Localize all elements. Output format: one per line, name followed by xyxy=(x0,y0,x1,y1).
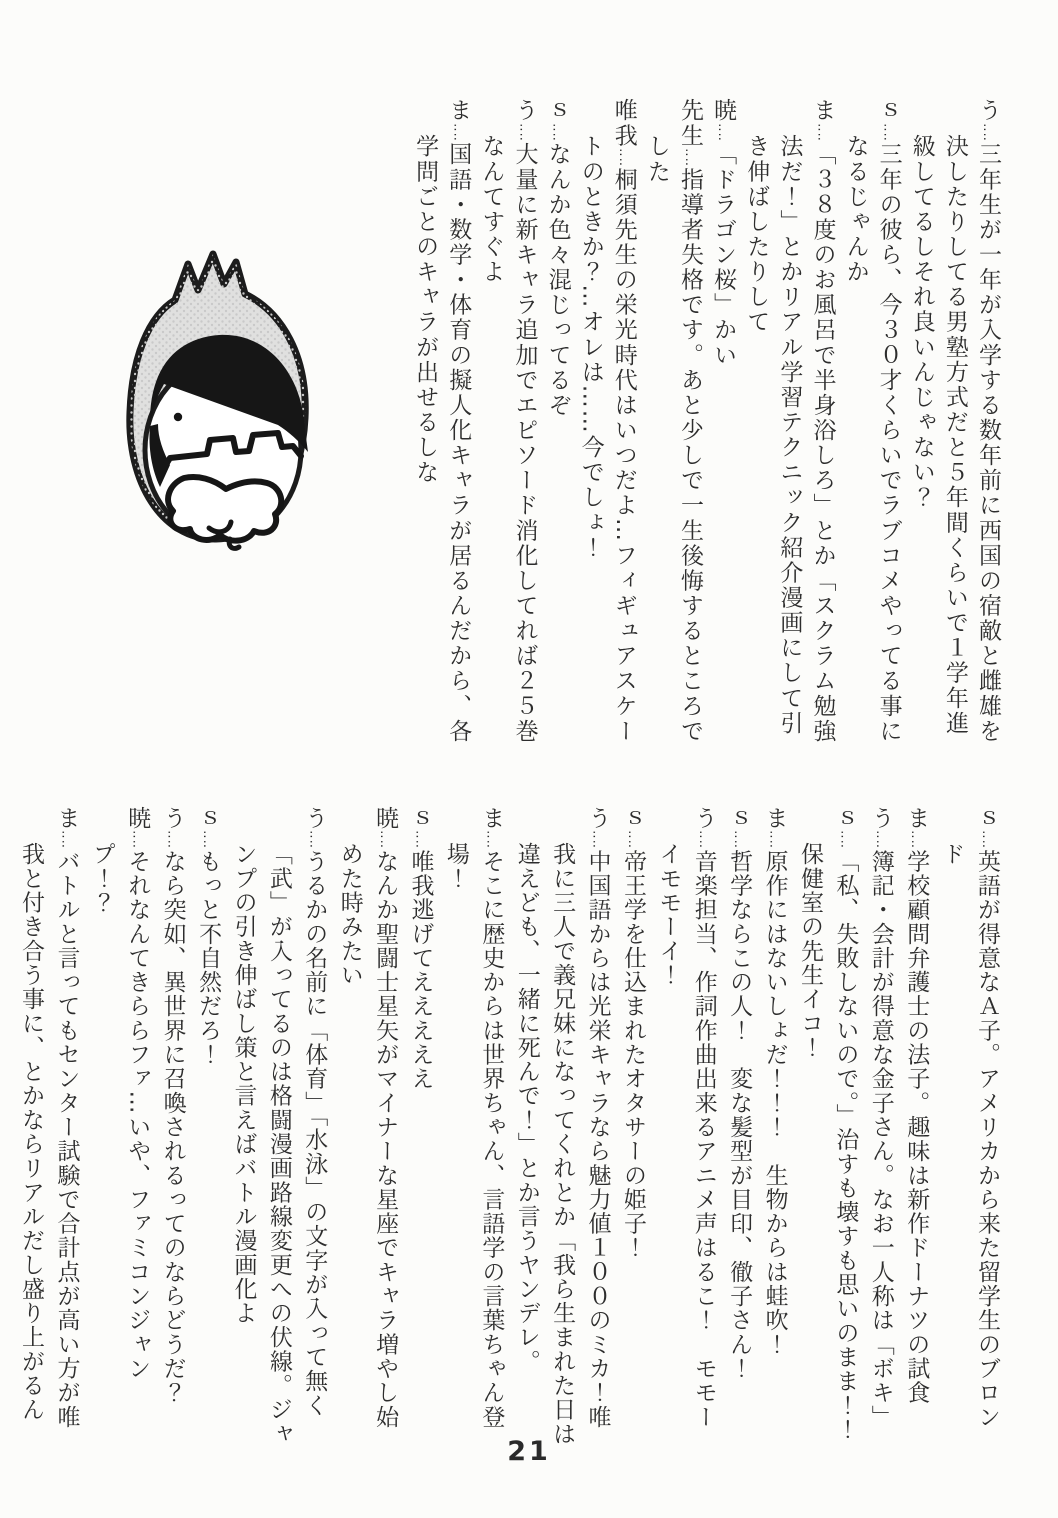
speaker-label: う xyxy=(690,806,717,831)
speaker-separator: ‥‥ xyxy=(881,123,897,142)
dialogue-line xyxy=(540,98,573,758)
speaker-label: 先生 xyxy=(677,98,704,149)
dialogue-text: もっと不自然だろ！ xyxy=(195,849,222,1067)
speaker-separator: ‥‥ xyxy=(550,123,566,142)
dialogue-text: 簿記・会計が得意な金子さん。なお一人称は「ボキ」 xyxy=(867,849,894,1429)
dialogue-line xyxy=(640,98,706,758)
mustache-shape xyxy=(168,477,281,548)
dialogue-line xyxy=(438,806,509,1451)
dialogue-line xyxy=(905,98,1004,758)
speaker-separator: ‥‥ xyxy=(59,830,75,850)
dialogue-line xyxy=(408,98,474,758)
speaker-label: う xyxy=(867,806,894,831)
speaker-label: ｓ xyxy=(619,806,646,831)
speaker-label: 暁 xyxy=(710,98,737,124)
speaker-separator: ‥‥ xyxy=(165,830,181,850)
speaker-separator: ‥‥ xyxy=(838,830,854,850)
dialogue-top-block xyxy=(408,98,1004,758)
dialogue-bottom-block xyxy=(13,806,1004,1451)
dialogue-line xyxy=(154,806,189,1451)
dialogue-text: そこに歴史からは世界ちゃん、言語学の言葉ちゃん登場！ xyxy=(442,842,505,1429)
dialogue-line xyxy=(898,806,933,1451)
speaker-separator: ‥‥ xyxy=(696,830,712,850)
dialogue-text: バトルと言ってもセンター試験で合計点が高い方が唯我と付き合う事に、とかならリアルだし盛り上がるん xyxy=(18,842,80,1429)
speaker-separator: ‥‥ xyxy=(767,830,783,850)
speaker-separator: ‥‥ xyxy=(451,123,467,142)
speaker-separator: ‥‥ xyxy=(716,123,732,142)
dialogue-text: 哲学ならこの人！ 変な髪型が目印、徹子さん！ xyxy=(726,849,753,1381)
dialogue-text: なら突如、異世界に召喚されるってのならどうだ？ xyxy=(159,849,186,1405)
speaker-label: ま xyxy=(445,98,472,124)
dialogue-line xyxy=(83,806,154,1451)
dialogue-text: 唯我逃げてえええええ xyxy=(407,849,434,1091)
dialogue-text: 帝王学を仕込まれたオタサーの姫子！ xyxy=(619,849,646,1260)
dialogue-text: なんか色々混じってるぞ xyxy=(544,141,571,418)
speaker-label: う xyxy=(584,806,611,831)
dialogue-text: うるかの名前に「体育」「水泳」の文字が入って無く「武」が入ってるのは格闘漫画路線変更への伏線。ジャンプの引き伸ばし策と言えばバトル漫画化よ xyxy=(230,842,328,1446)
speaker-separator: ‥‥ xyxy=(980,830,995,850)
speaker-separator: ‥‥ xyxy=(732,830,748,850)
dialogue-line xyxy=(331,806,402,1451)
dialogue-text: 英語が得意なＡ子。アメリカから来た留学生のブロンド xyxy=(938,842,1000,1429)
speaker-label: 暁 xyxy=(372,806,399,831)
dialogue-line xyxy=(13,806,84,1451)
dialogue-line xyxy=(792,806,863,1451)
dialogue-line xyxy=(474,98,540,758)
speaker-label: ま xyxy=(809,98,836,124)
dialogue-text: 国語・数学・体育の擬人化キャラが居るんだから、各学問ごとのキャラが出せるしな xyxy=(412,134,472,744)
speaker-separator: ‥‥ xyxy=(413,830,429,850)
speaker-separator: ‥‥ xyxy=(616,148,632,168)
speaker-label: 唯我 xyxy=(610,98,637,149)
speaker-label: ｓ xyxy=(875,98,902,124)
speaker-separator: ‥‥ xyxy=(909,830,925,850)
speaker-separator: ‥‥ xyxy=(517,123,533,142)
dialogue-text: 指導者失格です。あと少しで一生後悔するところでした xyxy=(643,134,704,744)
speaker-separator: ‥‥ xyxy=(590,830,606,850)
speaker-label: ｓ xyxy=(544,98,571,124)
speaker-label: ま xyxy=(761,806,788,831)
dialogue-line xyxy=(862,806,897,1451)
eye-dot xyxy=(174,413,182,421)
dialogue-text: 大量に新キャラ追加でエピソード消化してれば２５巻なんてすぐよ xyxy=(478,134,538,744)
dialogue-line xyxy=(756,806,791,1451)
dialogue-line xyxy=(225,806,331,1451)
dialogue-text: 「ドラゴン桜」かい xyxy=(710,141,737,368)
dialogue-text: 中国語からは光栄キャラなら魅力値１００のミカ！唯我に三人で義兄妹になってくれとか「我ら生まれた日は違えども、一緒に死んで！」とか言うヤンデレ。 xyxy=(513,842,611,1446)
speaker-label: ま xyxy=(53,806,80,831)
speaker-label: ま xyxy=(903,806,930,831)
speaker-label: ｓ xyxy=(195,806,222,831)
dialogue-line xyxy=(650,806,721,1451)
dialogue-text: 桐須先生の栄光時代はいつだよ…フィギュアスケートのときか？…オレは……今でしょ！ xyxy=(577,134,637,744)
dialogue-text: 三年生が一年が入学する数年前に西国の宿敵と雌雄を決したりしてる男塾方式だと５年間くらいで１学年進級してるしそれ良いんじゃない？ xyxy=(908,134,1001,744)
speaker-separator: ‥‥ xyxy=(981,123,996,142)
speaker-label: う xyxy=(511,98,538,124)
dialogue-line xyxy=(706,98,739,758)
dialogue-line xyxy=(739,98,838,758)
dialogue-text: 「私、失敗しないので。」治すも壊すも思いのまま！！保健室の先生イコ！ xyxy=(796,842,859,1442)
page-number: 21 xyxy=(507,1436,551,1467)
dialogue-text: なんか聖闘士星矢がマイナーな星座でキャラ増やし始めた時みたい xyxy=(336,842,399,1429)
dialogue-line xyxy=(838,98,904,758)
speaker-label: ま xyxy=(478,806,505,831)
dialogue-line xyxy=(933,806,1004,1451)
speaker-separator: ‥‥ xyxy=(873,830,889,850)
dialogue-text: 三年の彼ら、今３０才くらいでラブコメやってる事になるじゃんか xyxy=(842,134,902,744)
dialogue-text: 原作にはないしょだ！！！ 生物からは蛙吹！ xyxy=(761,849,788,1357)
speaker-label: 暁 xyxy=(124,806,151,831)
speaker-separator: ‥‥ xyxy=(307,830,323,850)
dialogue-line xyxy=(615,806,650,1451)
speaker-separator: ‥‥ xyxy=(484,830,500,850)
speaker-label: う xyxy=(159,806,186,831)
speaker-label: ｓ xyxy=(832,806,859,831)
speaker-label: う xyxy=(975,98,1001,124)
speaker-label: ｓ xyxy=(726,806,753,831)
dialogue-line xyxy=(190,806,225,1451)
speaker-separator: ‥‥ xyxy=(378,830,394,850)
speaker-separator: ‥‥ xyxy=(815,123,831,142)
speaker-separator: ‥‥ xyxy=(625,830,641,850)
speaker-label: う xyxy=(301,806,328,831)
dialogue-line xyxy=(402,806,437,1451)
speaker-separator: ‥‥ xyxy=(683,148,699,168)
speaker-separator: ‥‥ xyxy=(201,830,217,850)
dialogue-line xyxy=(721,806,756,1451)
dialogue-line xyxy=(508,806,614,1451)
speaker-separator: ‥‥ xyxy=(130,830,146,850)
speaker-label: ｓ xyxy=(974,806,1000,831)
dialogue-text: 学校顧問弁護士の法子。趣味は新作ドーナツの試食 xyxy=(903,849,930,1405)
dialogue-line xyxy=(574,98,640,758)
dialogue-text: 音楽担当、作詞作曲出来るアニメ声はるこ！ モモーイモモーイ！ xyxy=(655,842,717,1429)
mascot-face-illustration xyxy=(112,246,326,558)
speaker-label: ｓ xyxy=(407,806,434,831)
dialogue-text: それなんてきららファ…いや、ファミコンジャンプ！？ xyxy=(88,842,151,1381)
dialogue-text: 「３８度のお風呂で半身浴しろ」とか「スクラム勉強法だ！」とかリアル学習テクニック紹介漫画にして引き伸ばしたりして xyxy=(743,134,836,744)
